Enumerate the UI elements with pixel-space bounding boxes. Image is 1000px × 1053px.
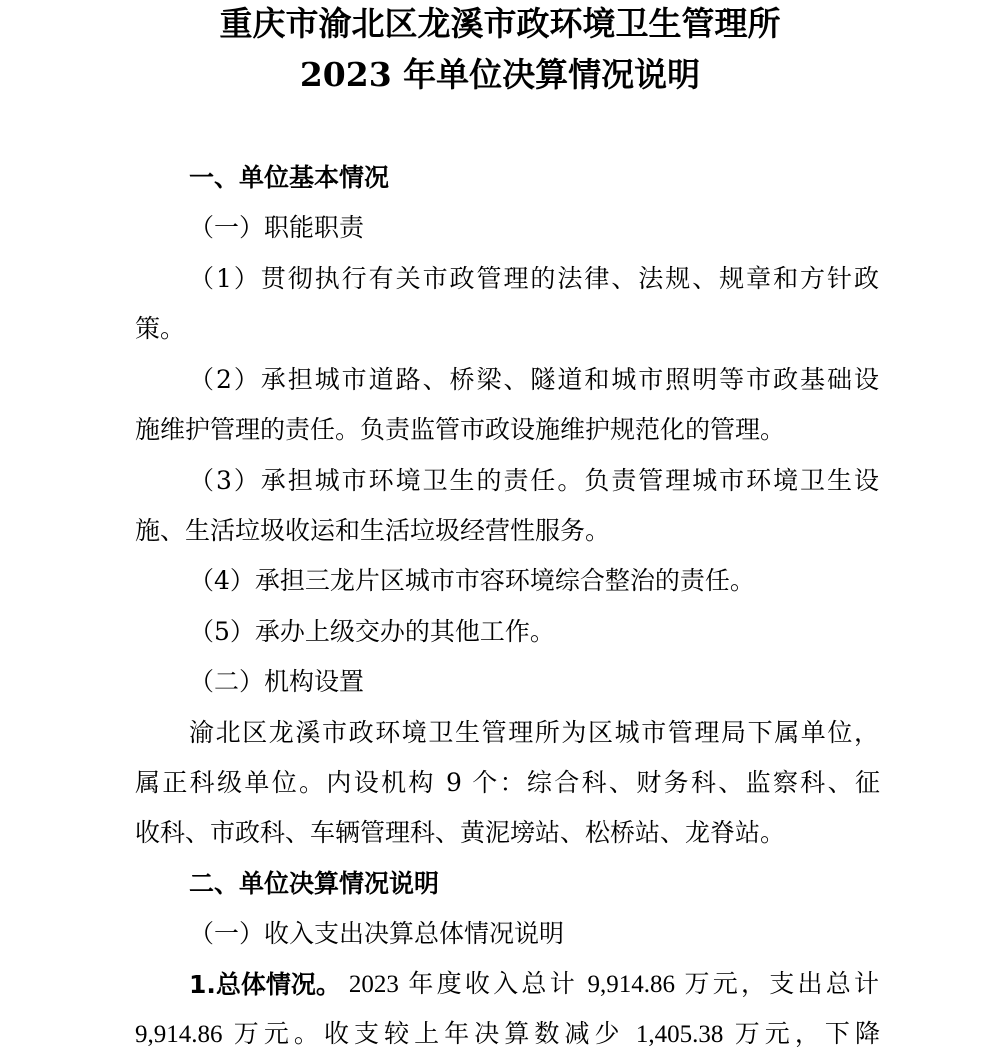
section-heading-unit-basics: 一、单位基本情况 <box>189 163 390 192</box>
duty-3-line-2: 施、生活垃圾收运和生活垃圾经营性服务。 <box>135 516 611 545</box>
duty-2-line-1: （2）承担城市道路、桥梁、隧道和城市照明等市政基础设 <box>189 365 879 394</box>
organization-line-3: 收科、市政科、车辆管理科、黄泥塝站、松桥站、龙脊站。 <box>135 818 786 847</box>
section-heading-final-accounts: 二、单位决算情况说明 <box>189 869 440 898</box>
duty-5: （5）承办上级交办的其他工作。 <box>189 617 555 646</box>
subheading-organization: （二）机构设置 <box>189 667 365 696</box>
duty-1-line-2: 策。 <box>135 314 186 343</box>
duty-4: （4）承担三龙片区城市市容环境综合整治的责任。 <box>189 566 755 595</box>
subheading-income-expenditure: （一）收入支出决算总体情况说明 <box>189 919 565 948</box>
duty-1-line-1: （1）贯彻执行有关市政管理的法律、法规、规章和方针政 <box>189 264 879 293</box>
document-title-line-1: 重庆市渝北区龙溪市政环境卫生管理所 <box>219 4 781 43</box>
duty-3-line-1: （3）承担城市环境卫生的责任。负责管理城市环境卫生设 <box>189 466 879 495</box>
overall-label: 1.总体情况。 <box>189 970 341 999</box>
subheading-functions: （一）职能职责 <box>189 213 365 242</box>
duty-2-line-2: 施维护管理的责任。负责监管市政设施维护规范化的管理。 <box>135 415 786 444</box>
document-title-line-2: 2023 年单位决算情况说明 <box>299 55 701 94</box>
organization-line-1: 渝北区龙溪市政环境卫生管理所为区城市管理局下属单位， <box>189 718 879 747</box>
overall-line-1 <box>189 969 879 1001</box>
overall-text-1: 2023 年度收入总计 9,914.86 万元，支出总计 <box>348 971 879 998</box>
overall-line-2: 9,914.86 万元。收支较上年决算数减少 1,405.38 万元，下降 <box>135 1021 880 1048</box>
organization-line-2: 属正科级单位。内设机构 9 个：综合科、财务科、监察科、征 <box>135 768 880 797</box>
